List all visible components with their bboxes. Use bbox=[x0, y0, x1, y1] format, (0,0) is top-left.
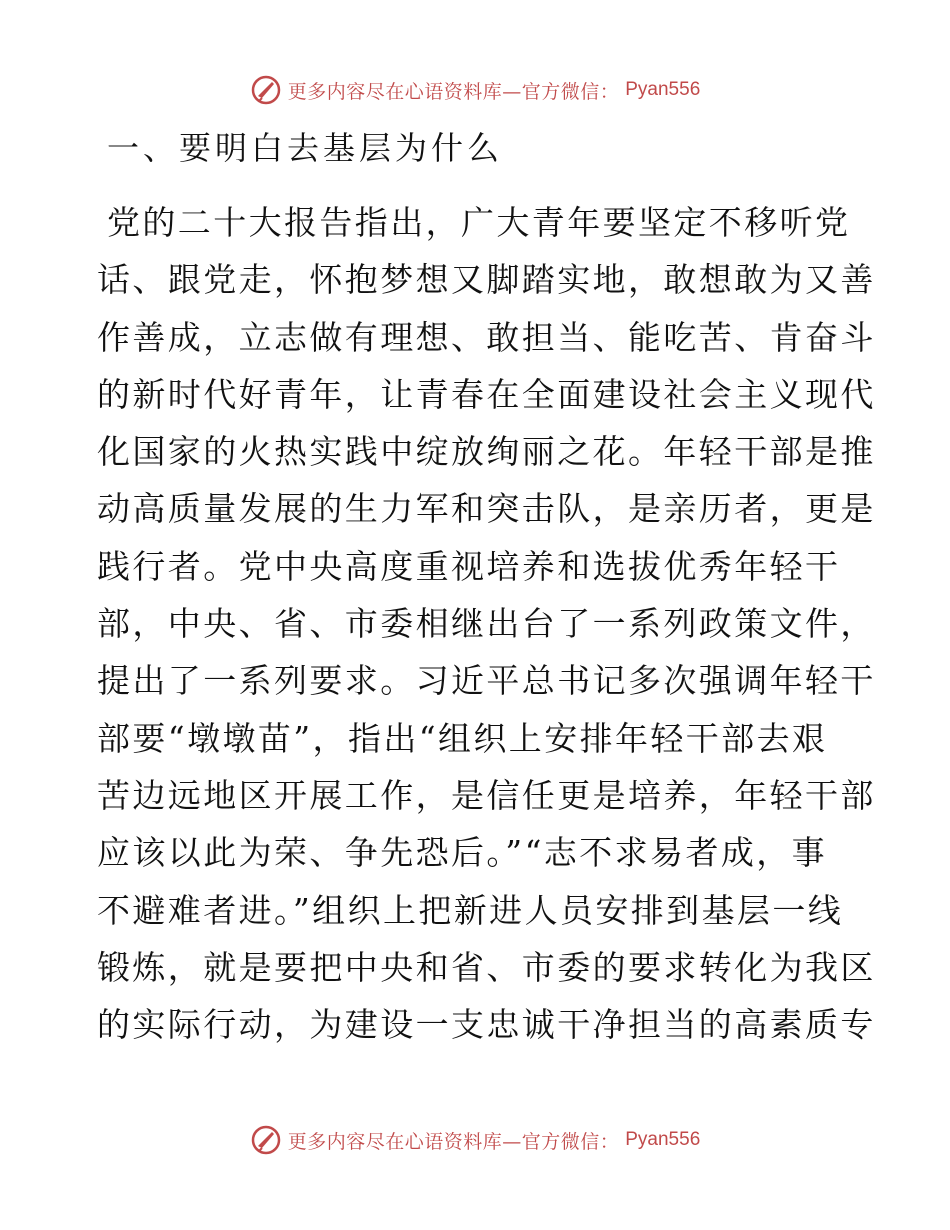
paragraph-line: 的新时代好青年，让青春在全面建设社会主义现代 bbox=[97, 374, 876, 414]
paragraph-line: 部要“墩墩苗”，指出“组织上安排年轻干部去艰 bbox=[97, 718, 828, 758]
paragraph-line: 锻炼，就是要把中央和省、市委的要求转化为我区 bbox=[97, 947, 876, 987]
watermark-header bbox=[0, 70, 950, 110]
watermark-wechat-id: Pyan556 bbox=[625, 79, 701, 100]
quill-logo-icon bbox=[250, 74, 282, 106]
watermark-text: 更多内容尽在心语资料库—官方微信： bbox=[287, 80, 620, 103]
paragraph-line: 话、跟党走，怀抱梦想又脚踏实地，敢想敢为又善 bbox=[97, 260, 876, 300]
watermark-text: 更多内容尽在心语资料库—官方微信： bbox=[287, 1130, 620, 1153]
paragraph-line: 苦边远地区开展工作，是信任更是培养，年轻干部 bbox=[97, 775, 876, 815]
paragraph-line: 提出了一系列要求。习近平总书记多次强调年轻干 bbox=[97, 661, 876, 701]
paragraph-line: 动高质量发展的生力军和突击队，是亲历者，更是 bbox=[97, 489, 876, 529]
section-heading: 一、要明白去基层为什么 bbox=[107, 129, 504, 167]
paragraph-line: 应该以此为荣、争先恐后。”“志不求易者成，事 bbox=[97, 833, 828, 873]
watermark-wechat-id: Pyan556 bbox=[625, 1129, 701, 1150]
paragraph-line: 的实际行动，为建设一支忠诚干净担当的高素质专 bbox=[97, 1005, 876, 1045]
body-paragraph bbox=[97, 194, 876, 1053]
watermark-footer bbox=[0, 1120, 950, 1160]
quill-logo-icon bbox=[250, 1124, 282, 1156]
paragraph-line: 作善成，立志做有理想、敢担当、能吃苦、肯奋斗 bbox=[97, 317, 876, 357]
paragraph-line: 部，中央、省、市委相继出台了一系列政策文件， bbox=[97, 604, 876, 644]
paragraph-line: 党的二十大报告指出，广大青年要坚定不移听党 bbox=[107, 203, 851, 242]
paragraph-line: 践行者。党中央高度重视培养和选拔优秀年轻干 bbox=[97, 546, 841, 586]
paragraph-line: 不避难者进。”组织上把新进人员安排到基层一线 bbox=[97, 890, 844, 930]
paragraph-line: 化国家的火热实践中绽放绚丽之花。年轻干部是推 bbox=[97, 432, 876, 472]
